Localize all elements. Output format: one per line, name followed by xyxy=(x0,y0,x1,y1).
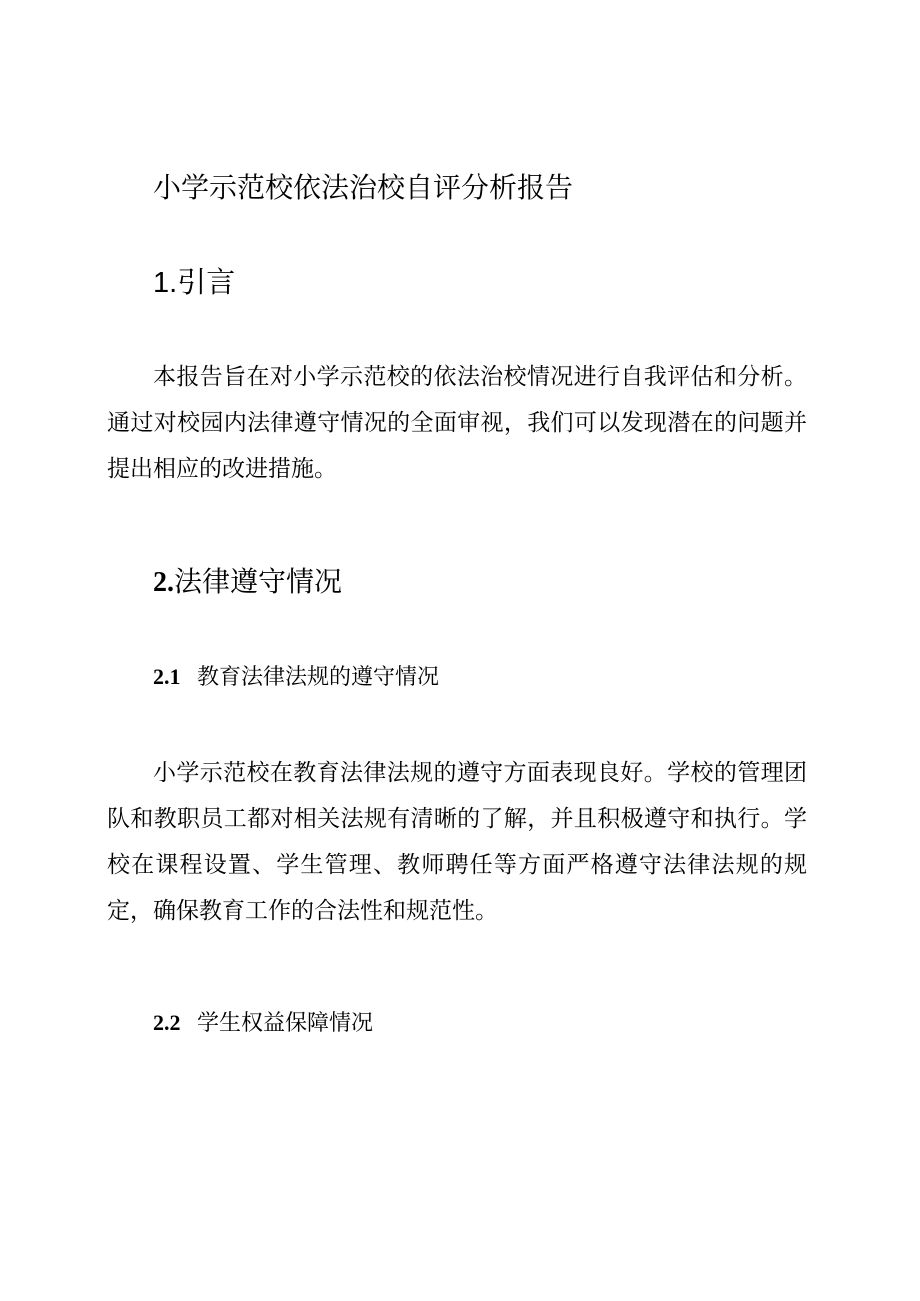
section-2-number: 2. xyxy=(153,567,174,598)
subsection-2-1-heading xyxy=(153,662,439,693)
subsection-2-1-title: 教育法律法规的遵守情况 xyxy=(197,665,440,690)
section-1-heading xyxy=(153,262,235,303)
subsection-2-2-title: 学生权益保障情况 xyxy=(197,1011,374,1036)
section-1-title: 引言 xyxy=(177,265,236,299)
section-1-number: 1. xyxy=(153,267,178,299)
subsection-2-2-number: 2.2 xyxy=(153,1010,181,1035)
section-2-heading xyxy=(153,562,342,603)
section-1-paragraph: 本报告旨在对小学示范校的依法治校情况进行自我评估和分析。通过对校园内法律遵守情况的全面审视，我们可以发现潜在的问题并提出相应的改进措施。 xyxy=(107,364,807,482)
subsection-2-1-number: 2.1 xyxy=(153,664,181,689)
subsection-2-1-paragraph: 小学示范校在教育法律法规的遵守方面表现良好。学校的管理团队和教职员工都对相关法规有清晰的了解，并且积极遵守和执行。学校在课程设置、学生管理、教师聘任等方面严格遵守法律法规的规定，确保教育工作的合法性和规范性。 xyxy=(107,760,807,924)
document-title: 小学示范校依法治校自评分析报告 xyxy=(153,171,574,204)
subsection-2-2-heading xyxy=(153,1008,373,1039)
section-2-title: 法律遵守情况 xyxy=(174,565,343,598)
